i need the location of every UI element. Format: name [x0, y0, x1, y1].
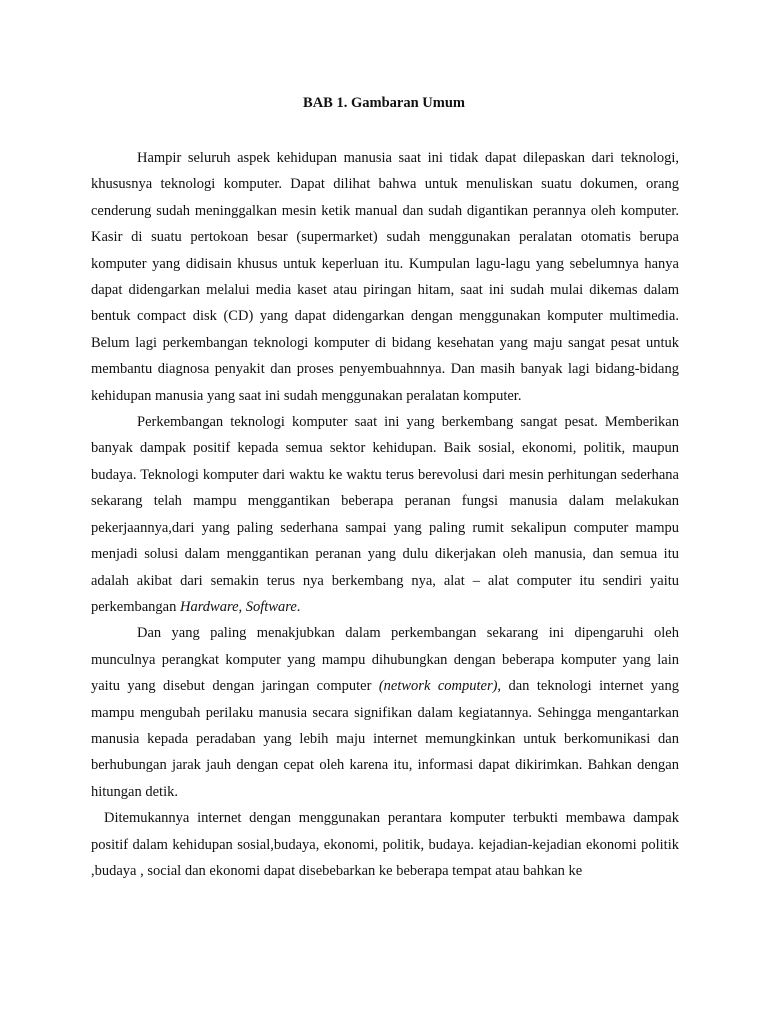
document-body [91, 145, 679, 884]
paragraph-4 [91, 805, 679, 884]
paragraph-1 [91, 145, 679, 409]
paragraph-3 [91, 620, 679, 805]
paragraph-4-text: Ditemukannya internet dengan menggunakan perantara komputer terbukti membawa dampak positif dalam kehidupan sosial,budaya, ekonomi, politik, budaya. kejadian-kejadian ekonomi politik ,budaya , social dan ekonomi dapat disebebarkan ke beberapa tempat atau bahkan ke [91, 810, 679, 879]
paragraph-2-after: . [296, 598, 301, 615]
paragraph-1-text: Hampir seluruh aspek kehidupan manusia saat ini tidak dapat dilepaskan dari teknologi, khususnya teknologi komputer. Dapat dilihat bahwa untuk menuliskan suatu dokumen, orang cenderung sudah meninggalkan mesin ketik manual dan sudah digantikan perannya oleh komputer. Kasir di suatu pertokoan besar (supermarket) sudah menggunakan peralatan otomatis berupa komputer yang didisain khusus untuk keperluan itu. Kumpulan lagu-lagu yang sebelumnya hanya dapat didengarkan melalui media kaset atau piringan hitam, saat ini sudah mulai dikemas dalam bentuk compact disk (CD) yang dapat didengarkan dengan menggunakan komputer multimedia. Belum lagi perkembangan teknologi komputer di bidang kesehatan yang maju sangat pesat untuk membantu diagnosa penyakit dan proses penyembuahnnya. Dan masih banyak lagi bidang-bidang kehidupan manusia yang saat ini sudah menggunakan peralatan komputer. [91, 150, 679, 404]
page-title: BAB 1. Gambaran Umum [303, 95, 465, 111]
paragraph-3-after: dan teknologi internet yang mampu mengubah perilaku manusia secara signifikan dalam kegiatannya. Sehingga mengantarkan manusia kepada peradaban yang lebih maju internet memungkinkan untuk berkomunikasi dan berhubungan jarak jauh dengan cepat oleh karena itu, informasi dapat dikirimkan. Bahkan dengan hitungan detik. [91, 678, 679, 800]
paragraph-2 [91, 409, 679, 620]
paragraph-2-text: Perkembangan teknologi komputer saat ini yang berkembang sangat pesat. Memberikan banyak dampak positif kepada semua sektor kehidupan. Baik sosial, ekonomi, politik, maupun budaya. Teknologi komputer dari waktu ke waktu terus berevolusi dari mesin perhitungan sederhana sekarang telah mampu menggantikan beberapa peranan fungsi manusia dalam melakukan pekerjaannya,dari yang paling sederhana sampai yang paling rumit sekalipun computer mampu menjadi solusi dalam menggantikan peranan yang dulu dikerjakan oleh manusia, dan semua itu adalah akibat dari semakin terus nya berkembang nya, alat – alat computer itu sendiri yaitu perkembangan [91, 414, 679, 615]
paragraph-3-emphasis: (network computer), [378, 678, 502, 695]
paragraph-2-emphasis: Hardware, Software [179, 598, 297, 615]
paragraph-3-text: Dan yang paling menakjubkan dalam perkembangan sekarang ini dipengaruhi oleh munculnya perangkat komputer yang mampu dihubungkan dengan beberapa komputer yang lain yaitu yang disebut dengan jaringan computer [91, 625, 679, 695]
